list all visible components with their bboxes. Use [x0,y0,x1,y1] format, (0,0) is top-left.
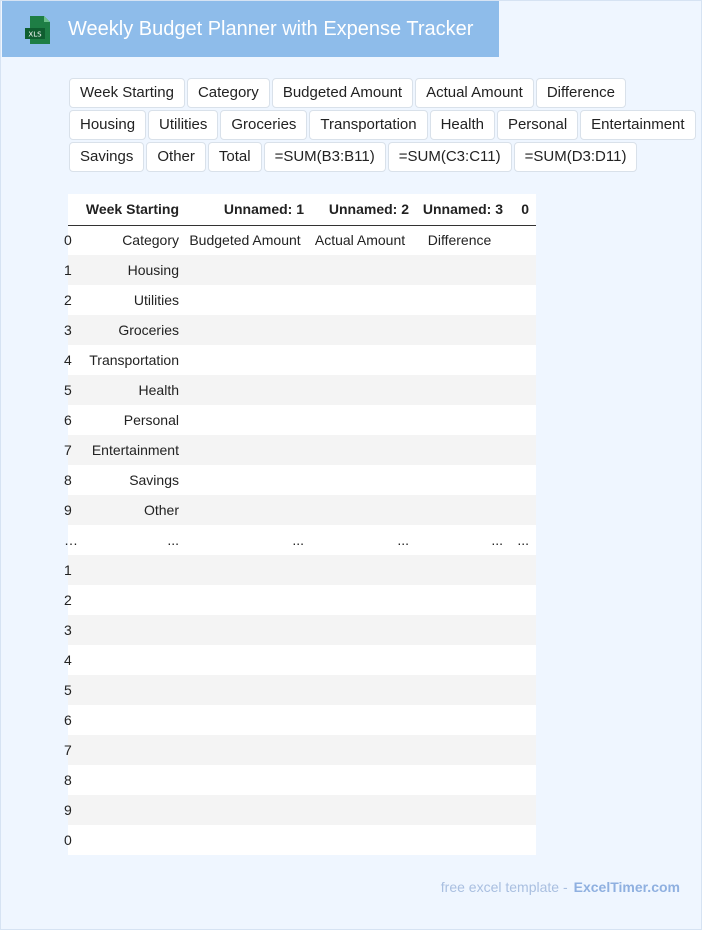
table-cell [76,735,186,765]
row-index-label: 7 [64,742,72,758]
chip[interactable]: Budgeted Amount [272,78,413,108]
table-row [68,465,536,495]
table-row [68,435,536,465]
row-index-label: 1 [64,562,72,578]
table-cell [311,555,416,585]
footer [441,879,680,895]
row-index-label: 9 [64,802,72,818]
row-index-label: 8 [64,772,72,788]
table-cell [76,795,186,825]
table-cell [311,315,416,345]
chip[interactable]: =SUM(D3:D11) [514,142,638,172]
table-cell [416,645,510,675]
row-index [64,375,76,405]
table-cell [186,555,311,585]
table-cell [186,795,311,825]
table-row [68,765,536,795]
table-cell [416,495,510,525]
table-cell [416,795,510,825]
row-index-label: 5 [64,382,72,398]
table-cell [510,735,536,765]
row-index-label: 0 [64,832,72,848]
footer-text: free excel template - [440,879,568,895]
row-index-label: 9 [64,502,72,518]
column-header: Unnamed: 2 [311,194,416,225]
column-header: Week Starting [76,194,186,225]
table-cell [510,435,536,465]
row-index [64,255,76,285]
table-cell [186,495,311,525]
row-index [64,435,76,465]
table-cell [311,255,416,285]
table-cell [311,495,416,525]
table-body [64,225,536,855]
table-cell [186,825,311,855]
table-cell [311,675,416,705]
chip-row [69,142,702,172]
table-row [68,525,536,555]
table-row [68,405,536,435]
table-row [68,735,536,765]
table-cell [510,615,536,645]
column-header: Unnamed: 1 [186,194,311,225]
row-index [64,585,76,615]
chip[interactable]: Transportation [309,110,427,140]
table-cell [510,585,536,615]
table-row [68,285,536,315]
table-cell [311,435,416,465]
chip-row [69,110,702,140]
chip[interactable]: =SUM(C3:C11) [388,142,512,172]
row-index-label: 3 [64,622,72,638]
page-title: Weekly Budget Planner with Expense Tracker [68,17,474,40]
row-index [64,345,76,375]
table-cell [76,615,186,645]
table-row [68,705,536,735]
chip[interactable]: Utilities [148,110,218,140]
table-cell [311,615,416,645]
chip-area [69,78,702,174]
row-index-label: 1 [64,262,72,278]
table-row [68,495,536,525]
chip[interactable]: Actual Amount [415,78,534,108]
table-cell [186,315,311,345]
table-cell [76,555,186,585]
table-cell [311,585,416,615]
table-cell [416,315,510,345]
table-cell [510,465,536,495]
table-cell: Groceries [76,315,186,345]
table-cell [510,705,536,735]
table-row [68,675,536,705]
table-cell [510,285,536,315]
row-index [64,405,76,435]
row-index-label: 6 [64,712,72,728]
table-cell: Health [76,375,186,405]
table-cell [186,765,311,795]
chip[interactable]: Total [208,142,262,172]
row-index-label: 4 [64,652,72,668]
table-header-row [68,194,536,225]
row-index [64,225,76,255]
table-cell [416,375,510,405]
table-cell [186,255,311,285]
table-cell [186,645,311,675]
row-index [64,675,76,705]
chip[interactable]: Groceries [220,110,307,140]
table-cell [311,735,416,765]
table-cell [510,825,536,855]
table-row [68,585,536,615]
chip[interactable]: =SUM(B3:B11) [264,142,386,172]
row-index [64,495,76,525]
xls-icon-label: XLS [28,30,42,39]
table-cell [311,795,416,825]
table-cell: Utilities [133,292,179,308]
table-row [68,255,536,285]
chip[interactable]: Housing [69,110,146,140]
row-index [64,825,76,855]
row-index [64,765,76,795]
table-row [68,645,536,675]
table-cell [416,675,510,705]
chip[interactable]: Category [187,78,270,108]
table-cell [510,795,536,825]
row-index-label: 0 [64,232,72,249]
table-cell [311,375,416,405]
table-cell: Other [76,495,186,525]
table-cell [311,645,416,675]
row-index [64,795,76,825]
row-index-label: 6 [64,412,72,428]
table-cell [76,675,186,705]
table-row [68,555,536,585]
table-cell [76,585,186,615]
table-cell [186,615,311,645]
xls-file-icon [22,14,54,46]
row-index [64,555,76,585]
table-cell [416,585,510,615]
chip[interactable]: Week Starting [69,78,185,108]
table-cell: Housing [76,255,186,285]
row-index-label: 8 [64,472,72,488]
table-cell [186,735,311,765]
table-cell [510,345,536,375]
table-cell [416,555,510,585]
table-cell: Savings [129,472,179,488]
table-cell: ... [517,532,529,548]
table-cell [311,405,416,435]
row-index-label: 5 [64,682,72,698]
table-cell [311,825,416,855]
table-cell [510,555,536,585]
table-row [68,315,536,345]
table-cell: Transportation [89,352,179,368]
table-cell [510,645,536,675]
table-cell: ... [167,532,179,548]
row-index [64,615,76,645]
table-cell [510,405,536,435]
table-cell [186,435,311,465]
chip[interactable]: Savings [69,142,144,172]
column-header: Unnamed: 3 [416,194,510,225]
chip[interactable]: Entertainment [580,110,695,140]
table-cell: Budgeted Amount [189,232,301,249]
row-index [64,735,76,765]
table-cell [76,825,186,855]
table-cell [186,585,311,615]
table-cell [311,285,416,315]
table-row [68,345,536,375]
row-index [64,285,76,315]
table-cell: Category [122,232,179,249]
table-cell [416,615,510,645]
table-cell [76,765,186,795]
table-cell [416,435,510,465]
row-index [64,705,76,735]
row-index [64,315,76,345]
table-cell [416,735,510,765]
column-header [68,194,76,225]
table-cell [510,225,536,255]
table-cell [186,345,311,375]
row-index-label: 7 [64,442,72,458]
table-cell [510,495,536,525]
table-cell [416,345,510,375]
chip[interactable]: Other [146,142,206,172]
table-cell [416,405,510,435]
row-index [64,525,78,555]
table-cell [416,465,510,495]
row-index-label: 2 [64,292,72,308]
data-table [64,194,536,855]
chip-row [69,78,702,108]
table-row [68,795,536,825]
row-index [64,465,76,495]
row-index-label: 3 [64,322,72,338]
table-cell [311,765,416,795]
table-row [68,225,536,255]
table-cell [510,675,536,705]
table-cell [186,285,311,315]
table-cell [416,765,510,795]
data-table-container [64,194,536,855]
chip[interactable]: Health [430,110,495,140]
table-row [68,825,536,855]
table-cell [416,285,510,315]
table-cell [186,705,311,735]
chip[interactable]: Difference [536,78,626,108]
column-header: 0 [510,194,536,225]
table-cell [510,375,536,405]
table-cell [311,465,416,495]
table-cell [186,675,311,705]
table-cell [311,705,416,735]
row-index-label: 2 [64,592,72,608]
table-cell: Personal [123,412,179,428]
chip[interactable]: Personal [497,110,578,140]
row-index-label: 4 [64,352,72,368]
table-cell: ... [397,532,409,548]
row-index [64,645,76,675]
table-cell [311,345,416,375]
table-cell [510,255,536,285]
header-bar [2,1,499,57]
table-cell: ... [491,532,503,548]
table-cell: Entertainment [76,435,186,465]
table-cell [76,645,186,675]
table-cell [76,705,186,735]
table-cell [186,405,311,435]
row-index-label: … [64,532,78,548]
table-row [68,615,536,645]
table-cell [416,255,510,285]
table-cell: Actual Amount [314,232,406,249]
table-cell: Difference [427,232,492,249]
table-cell [510,765,536,795]
table-cell [186,465,311,495]
table-cell [510,315,536,345]
table-cell [186,375,311,405]
table-cell [416,825,510,855]
table-row [68,375,536,405]
footer-brand-link[interactable]: ExcelTimer.com [573,879,680,895]
table-cell [416,705,510,735]
table-cell: ... [292,532,304,548]
